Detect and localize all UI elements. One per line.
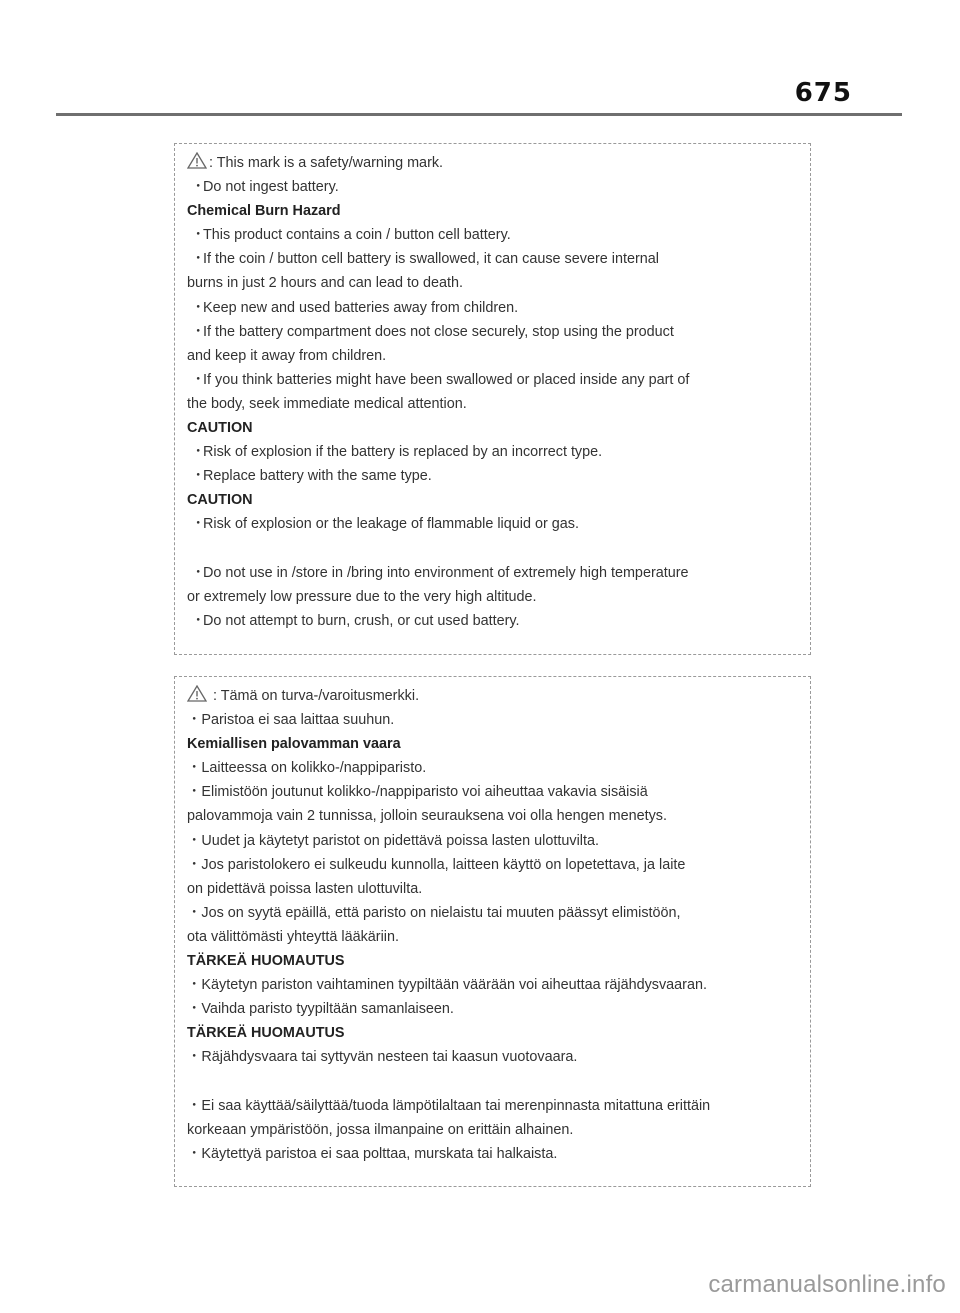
finnish-safety-notice — [174, 676, 811, 1187]
bullet: ・ — [191, 371, 206, 388]
list-item-text: If the coin / button cell battery is swallowed, it can cause severe internal — [203, 251, 659, 268]
bullet: ・ — [191, 227, 206, 244]
english-safety-notice — [174, 143, 811, 655]
list-item-text: Jos on syytä epäillä, että paristo on nielaistu tai muuten päässyt elimistöön, — [201, 904, 681, 921]
list-item — [187, 1094, 800, 1118]
bullet: ・ — [187, 832, 202, 849]
list-item — [187, 853, 800, 877]
list-item-continuation: ota välittömästi yhteyttä lääkäriin. — [187, 928, 399, 945]
warning-mark-line — [187, 684, 800, 708]
list-item — [187, 296, 800, 320]
list-item-continuation: and keep it away from children. — [187, 347, 387, 364]
list-item-continuation: the body, seek immediate medical attention. — [187, 395, 467, 412]
list-item-text: Ei saa käyttää/säilyttää/tuoda lämpötilaltaan tai merenpinnasta mitattuna erittäin — [201, 1097, 711, 1114]
section-heading: Chemical Burn Hazard — [187, 203, 341, 220]
bullet: ・ — [191, 179, 206, 196]
bullet: ・ — [191, 612, 206, 629]
warning-triangle-icon — [187, 152, 207, 177]
list-item — [187, 512, 800, 536]
watermark-text: carmanualsonline.info — [708, 1271, 946, 1298]
list-item — [187, 997, 800, 1021]
list-item-continuation: korkeaan ympäristöön, jossa ilmanpaine on erittäin alhainen. — [187, 1121, 574, 1138]
list-item-text: Käytettyä paristoa ei saa polttaa, murskata tai halkaista. — [201, 1145, 558, 1162]
warning-mark-text: : Tämä on turva-/varoitusmerkki. — [209, 688, 420, 704]
list-item — [187, 756, 800, 780]
section-heading: TÄRKEÄ HUOMAUTUS — [187, 1025, 345, 1042]
list-item-continuation: or extremely low pressure due to the very high altitude. — [187, 588, 537, 605]
warning-mark-line — [187, 151, 800, 175]
list-item — [187, 901, 800, 925]
warning-triangle-icon — [187, 685, 207, 710]
list-item-text: Risk of explosion if the battery is replaced by an incorrect type. — [203, 444, 603, 461]
header-rule — [56, 113, 902, 116]
bullet: ・ — [191, 299, 206, 316]
section-heading: CAUTION — [187, 492, 253, 509]
list-item — [187, 464, 800, 488]
bullet: ・ — [187, 784, 202, 801]
page-number: 675 — [794, 78, 852, 108]
list-item — [187, 1045, 800, 1069]
section-heading: CAUTION — [187, 420, 253, 437]
bullet: ・ — [187, 904, 202, 921]
bullet: ・ — [191, 251, 206, 268]
list-item-continuation: on pidettävä poissa lasten ulottuvilta. — [187, 880, 423, 897]
bullet: ・ — [187, 977, 202, 994]
list-item-continuation: burns in just 2 hours and can lead to death. — [187, 275, 464, 292]
list-item-text: Elimistöön joutunut kolikko-/nappiparisto voi aiheuttaa vakavia sisäisiä — [201, 784, 648, 801]
bullet: ・ — [191, 468, 206, 485]
bullet: ・ — [187, 1145, 202, 1162]
bullet: ・ — [187, 712, 202, 729]
list-item-text: Vaihda paristo tyypiltään samanlaiseen. — [201, 1001, 454, 1018]
spacer — [187, 1070, 800, 1094]
list-item-text: Paristoa ei saa laittaa suuhun. — [201, 712, 395, 729]
list-item-continuation: palovammoja vain 2 tunnissa, jolloin seurauksena voi olla hengen menetys. — [187, 808, 667, 825]
bullet: ・ — [191, 323, 206, 340]
list-item-text: If you think batteries might have been swallowed or placed inside any part of — [203, 371, 690, 388]
bullet: ・ — [191, 516, 206, 533]
list-item-text: Replace battery with the same type. — [203, 468, 432, 485]
section-heading: TÄRKEÄ HUOMAUTUS — [187, 953, 345, 970]
list-item-text: Laitteessa on kolikko-/nappiparisto. — [201, 760, 427, 777]
list-item-text: Do not attempt to burn, crush, or cut used battery. — [203, 612, 520, 629]
list-item — [187, 973, 800, 997]
list-item-text: If the battery compartment does not close securely, stop using the product — [203, 323, 674, 340]
list-item-text: This product contains a coin / button cell battery. — [203, 227, 511, 244]
section-heading: Kemiallisen palovamman vaara — [187, 736, 401, 753]
bullet: ・ — [187, 760, 202, 777]
list-item — [187, 440, 800, 464]
list-item — [187, 708, 800, 732]
list-item-text: Räjähdysvaara tai syttyvän nesteen tai kaasun vuotovaara. — [201, 1049, 578, 1066]
bullet: ・ — [191, 564, 206, 581]
warning-mark-text: : This mark is a safety/warning mark. — [209, 155, 444, 171]
bullet: ・ — [187, 1001, 202, 1018]
list-item — [187, 609, 800, 633]
list-item-text: Keep new and used batteries away from children. — [203, 299, 519, 316]
list-item-text: Risk of explosion or the leakage of flammable liquid or gas. — [203, 516, 579, 533]
bullet: ・ — [187, 1097, 202, 1114]
list-item-text: Jos paristolokero ei sulkeudu kunnolla, laitteen käyttö on lopetettava, ja laite — [201, 856, 686, 873]
list-item-text: Uudet ja käytetyt paristot on pidettävä poissa lasten ulottuvilta. — [201, 832, 599, 849]
list-item — [187, 1142, 800, 1166]
bullet: ・ — [187, 1049, 202, 1066]
list-item-text: Do not ingest battery. — [203, 179, 339, 196]
list-item — [187, 175, 800, 199]
spacer — [187, 537, 800, 561]
list-item — [187, 561, 800, 585]
list-item — [187, 247, 800, 271]
bullet: ・ — [191, 444, 206, 461]
list-item-text: Käytetyn pariston vaihtaminen tyypiltään väärään voi aiheuttaa räjähdysvaaran. — [201, 977, 707, 994]
list-item — [187, 829, 800, 853]
list-item — [187, 223, 800, 247]
list-item — [187, 320, 800, 344]
list-item-text: Do not use in /store in /bring into environment of extremely high temperature — [203, 564, 689, 581]
bullet: ・ — [187, 856, 202, 873]
list-item — [187, 368, 800, 392]
list-item — [187, 780, 800, 804]
